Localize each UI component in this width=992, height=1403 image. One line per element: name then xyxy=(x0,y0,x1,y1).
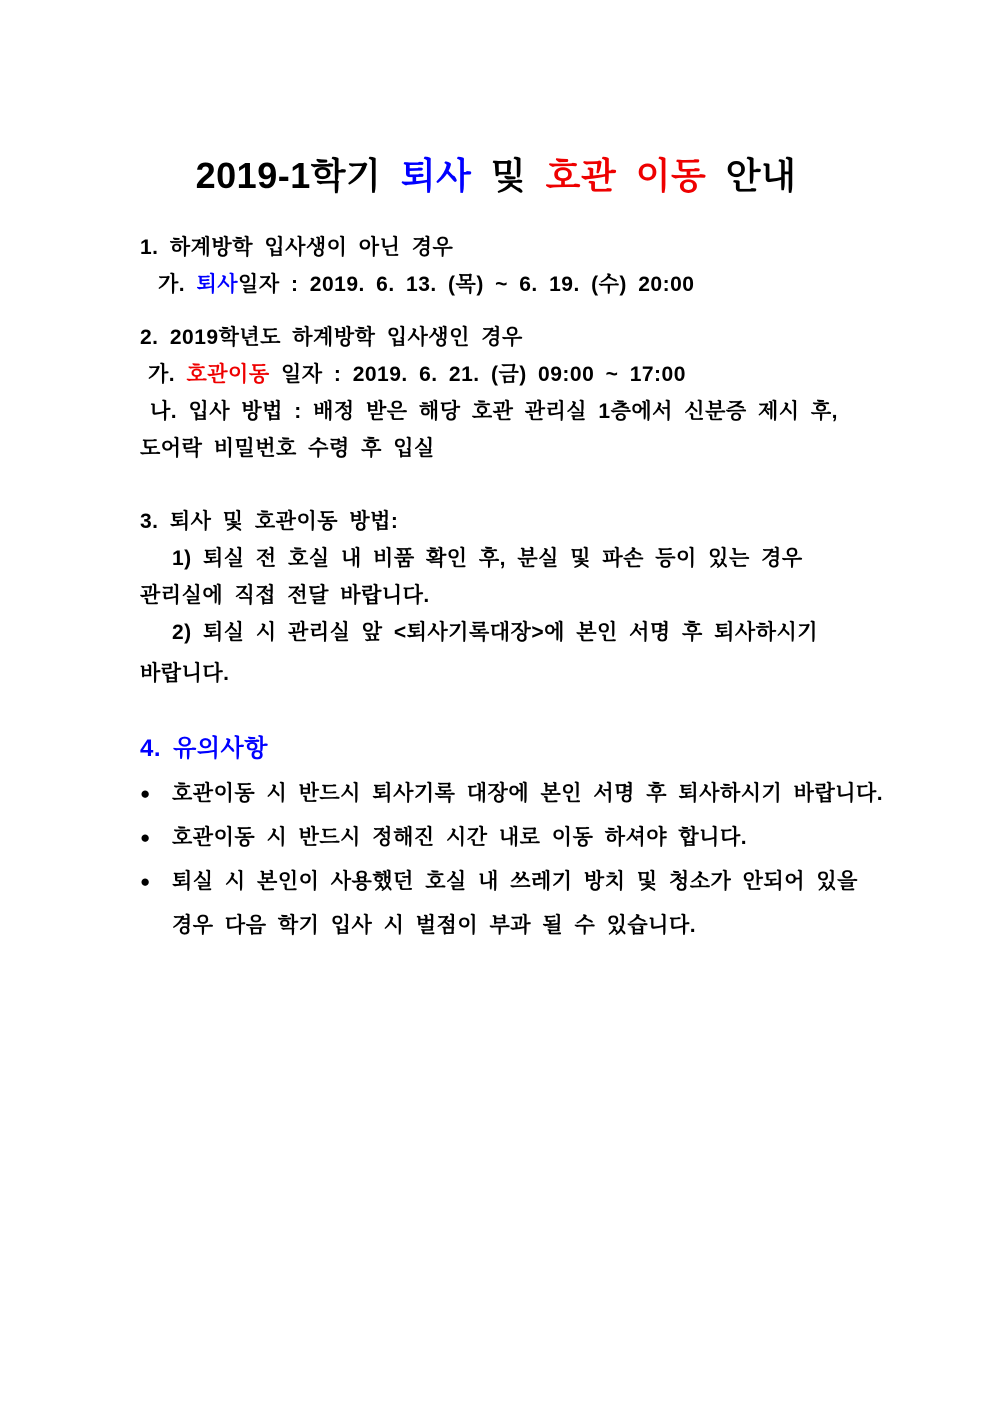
section-cautions xyxy=(140,730,932,945)
title-and: 및 xyxy=(490,155,527,196)
section2-item-a xyxy=(140,356,932,393)
section3-heading: 3. 퇴사 및 호관이동 방법: xyxy=(140,510,399,534)
section1-heading: 1. 하계방학 입사생이 아닌 경우 xyxy=(140,236,454,260)
section3-item1-line1: 1) 퇴실 전 호실 내 비품 확인 후, 분실 및 파손 등이 있는 경우 xyxy=(172,547,803,571)
title-checkout-keyword: 퇴사 xyxy=(400,155,472,196)
section-non-summer-residents xyxy=(140,229,932,303)
section3-item2-line1: 2) 퇴실 시 관리실 앞 <퇴사기록대장>에 본인 서명 후 퇴사하시기 xyxy=(172,621,819,645)
page-title xyxy=(0,0,992,202)
list-item xyxy=(140,863,932,901)
section1-item-a-prefix: 가. xyxy=(158,273,186,297)
section2-item-a-prefix: 가. xyxy=(148,363,176,387)
section2-item-b-line2: 도어락 비밀번호 수령 후 입실 xyxy=(140,437,435,461)
bullet-icon: ● xyxy=(140,828,151,848)
list-item xyxy=(140,819,932,857)
bullet-icon: ● xyxy=(140,872,151,892)
section1-item-a xyxy=(140,266,932,303)
title-semester: 2019-1학기 xyxy=(195,155,382,196)
notice-body xyxy=(140,229,932,945)
section2-heading: 2. 2019학년도 하계방학 입사생인 경우 xyxy=(140,326,523,350)
section2-building-move-keyword: 호관이동 xyxy=(186,363,270,387)
title-guide: 안내 xyxy=(725,155,797,196)
caution-text-trash-penalty-line1: 퇴실 시 본인이 사용했던 호실 내 쓰레기 방치 및 청소가 안되어 있을 xyxy=(172,870,858,894)
section-checkout-method xyxy=(140,503,932,692)
list-item xyxy=(140,775,932,813)
caution-text-sign-register: 호관이동 시 반드시 퇴사기록 대장에 본인 서명 후 퇴사하시기 바랍니다. xyxy=(172,782,884,806)
title-building-move-keyword: 호관 이동 xyxy=(545,155,707,196)
section2-item-b-line1: 나. 입사 방법 : 배정 받은 해당 호관 관리실 1층에서 신분증 제시 후, xyxy=(150,400,839,424)
section3-item2-line2: 바랍니다. xyxy=(140,662,230,686)
caution-text-move-on-time: 호관이동 시 반드시 정해진 시간 내로 이동 하셔야 합니다. xyxy=(172,826,748,850)
section3-item1-line2: 관리실에 직접 전달 바랍니다. xyxy=(140,584,430,608)
section2-item-a-date: 일자 : 2019. 6. 21. (금) 09:00 ~ 17:00 xyxy=(269,363,686,387)
section1-checkout-keyword: 퇴사 xyxy=(196,273,239,297)
bullet-icon: ● xyxy=(140,784,151,804)
section1-item-a-date: 일자 : 2019. 6. 13. (목) ~ 6. 19. (수) 20:00 xyxy=(238,273,695,297)
cautions-list xyxy=(140,775,932,945)
section4-heading: 4. 유의사항 xyxy=(140,735,268,763)
caution-text-trash-penalty-line2: 경우 다음 학기 입사 시 벌점이 부과 될 수 있습니다. xyxy=(172,914,697,938)
section-summer-residents xyxy=(140,319,932,467)
